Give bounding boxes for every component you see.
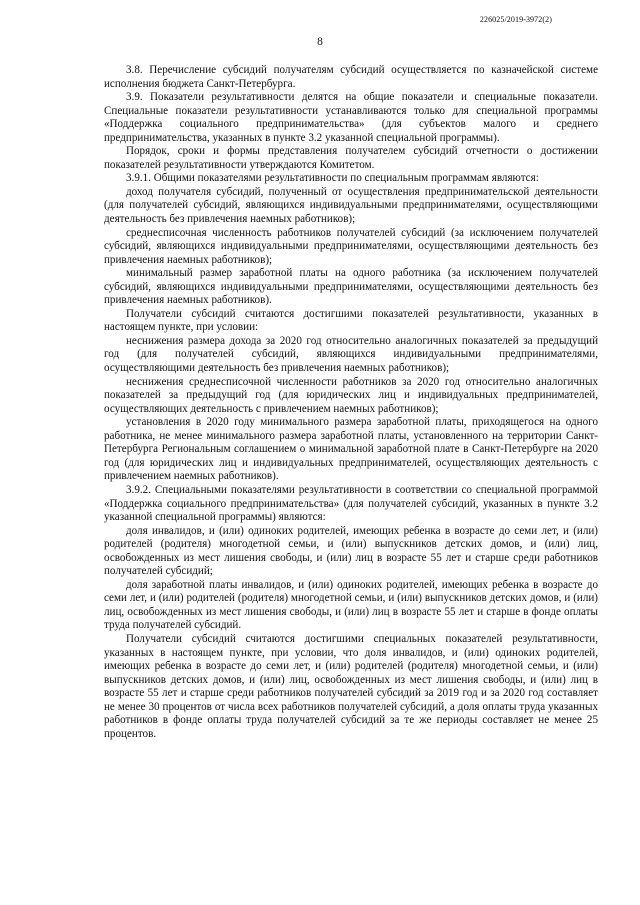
document-id: 226025/2019-3972(2) (479, 15, 552, 24)
paragraph-3-9-1: 3.9.1. Общими показателями результативности по специальным программам являются: (126, 172, 539, 185)
paragraph-3-9: 3.9. Показатели результативности делятся на общие показатели и специальные показатели. Специальные показатели результативности устанавливаются только для специальной программы «Поддержка социального предпринимательства» (для субъектов малого и среднего предпринимательства, указанных в пункте 3.2 указанной специальной программы). (104, 91, 598, 144)
paragraph-share-workers: доля инвалидов, и (или) одиноких родителей, имеющих ребенка в возрасте до семи лет, и (или) родителей (родителя) многодетной семьи, и (или) выпускников детских домов, и (или) лиц, освобожденных из мест лишения свободы, и (или) лиц в возрасте 55 лет и старше среди работников получателей субсидий; (104, 524, 598, 578)
paragraph-condition-income: неснижения размера дохода за 2020 год относительно аналогичных показателей за предыдущий год (для получателей субсидий, являющихся индивидуальными предпринимателями, осуществляющими деятельность без привлечения наемных работников); (104, 334, 598, 375)
paragraph-reporting-order: Порядок, сроки и формы представления получателем субсидий отчетности о достижении показателей результативности утверждаются Комитетом. (104, 145, 598, 171)
paragraph-3-8: 3.8. Перечисление субсидий получателям субсидий осуществляется по казначейской системе исполнения бюджета Санкт-Петербурга. (104, 64, 598, 90)
paragraph-condition-headcount: неснижения среднесписочной численности работников за 2020 год относительно аналогичных показателей за предыдущий год (для юридических лиц и индивидуальных предпринимателей, осуществляющих деятельность с привлечением наемных работников); (104, 375, 598, 415)
paragraph-achievement-conditions: Получатели субсидий считаются достигшими показателей результативности, указанных в настоящем пункте, при условии: (104, 307, 598, 334)
paragraph-special-achievement: Получатели субсидий считаются достигшими специальных показателей результативности, указанных в настоящем пункте, при условии, что доля инвалидов, и (или) одиноких родителей, имеющих ребенка в возрасте до семи лет, и (или) родителей (родителя) многодетной семьи, и (или) выпускников детских домов, и (или) лиц, освобожденных из мест лишения свободы, и (или) лиц в возрасте 55 лет и старше среди работников получателей субсидий за 2019 год и за 2020 год составляет не менее 30 процентов от числа всех работников получателей субсидий, а доля оплаты труда указанных работников в фонде оплаты труда получателей субсидий за те же периоды составляет не менее 25 процентов. (104, 632, 598, 740)
document-body (104, 64, 598, 741)
paragraph-condition-min-wage: установления в 2020 году минимального размера заработной платы, приходящегося на одного работника, не менее минимального размера заработной платы, установленного на территории Санкт-Петербурга Региональным соглашением о минимальной заработной плате в Санкт-Петербурге на 2020 год (для юридических лиц и индивидуальных предпринимателей, осуществляющих деятельность с привлечением наемных работников). (104, 416, 598, 483)
paragraph-min-wage: минимальный размер заработной платы на одного работника (за исключением получателей субсидий, являющихся индивидуальными предпринимателями, осуществляющими деятельность без привлечения наемных работников). (104, 267, 598, 307)
paragraph-3-9-2: 3.9.2. Специальными показателями результативности в соответствии со специальной программой «Поддержка социального предпринимательства» (для получателей субсидий, указанных в пункте 3.2 указанной специальной программы) являются: (104, 483, 598, 524)
paragraph-share-wages: доля заработной платы инвалидов, и (или) одиноких родителей, имеющих ребенка в возрасте до семи лет, и (или) родителей (родителя) многодетной семьи, и (или) выпускников детских домов, и (или) лиц, освобожденных из мест лишения свободы, и (или) лиц в возрасте 55 лет и старше в фонде оплаты труда получателей субсидий. (104, 578, 598, 632)
paragraph-headcount: среднесписочная численность работников получателей субсидий (за исключением получателей субсидий, являющихся индивидуальными предпринимателями, осуществляющими деятельность без привлечения наемных работников); (104, 226, 598, 266)
paragraph-income: доход получателя субсидий, полученный от осуществления предпринимательской деятельности (для получателей субсидий, являющихся индивидуальными предпринимателями, осуществляющими деятельность без привлечения наемных работников); (104, 185, 598, 226)
page-number: 8 (317, 36, 323, 48)
